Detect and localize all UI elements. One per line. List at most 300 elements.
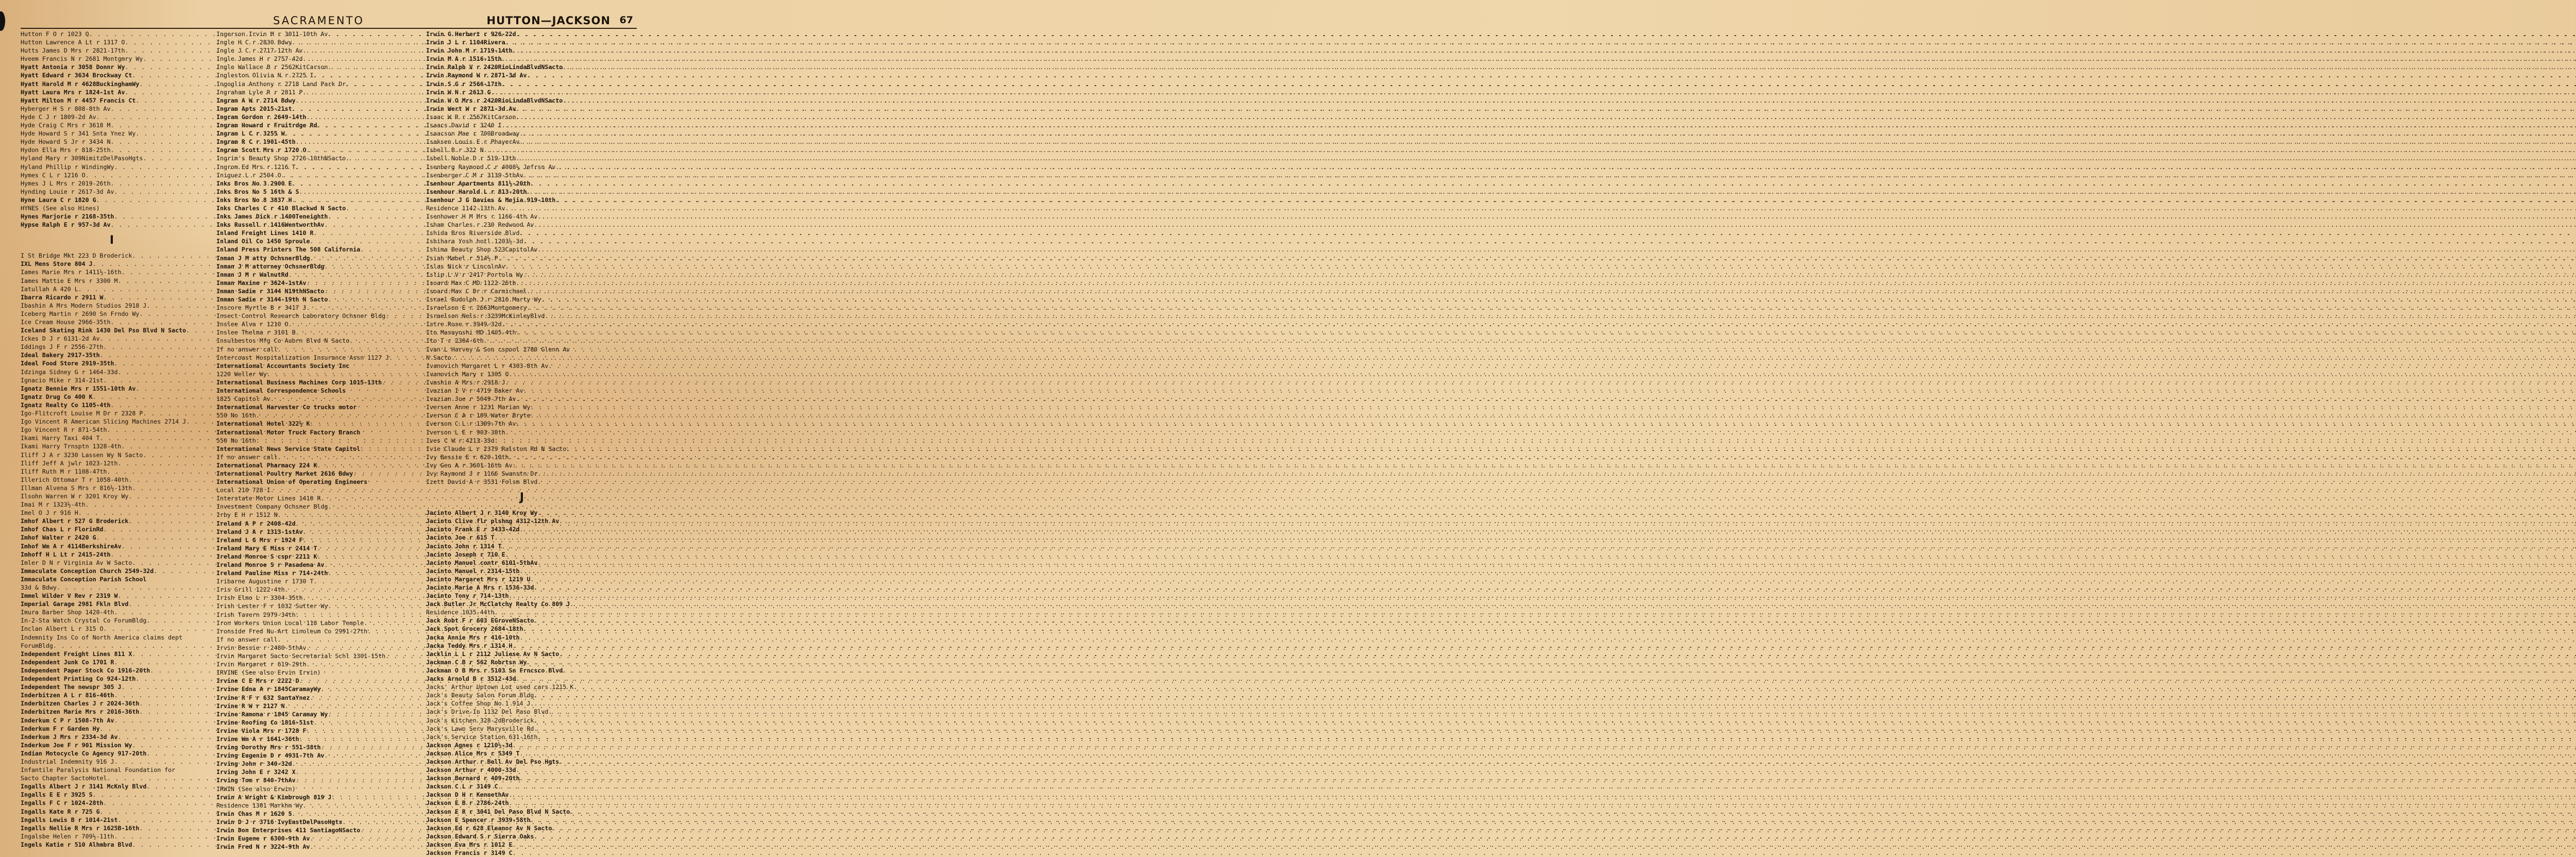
listing-entry: [21, 509, 203, 517]
listing-entry: [216, 395, 408, 403]
listing-name: Irwin D J r 3716 IvyEastDelPasoHgts: [216, 818, 343, 826]
dot-leader: [566, 445, 2576, 453]
listing-name: Inman Sadie r 3144-19th N Sacto: [216, 296, 328, 303]
dot-leader: [537, 509, 2576, 517]
listing-name: Inslee Thelma r 3101 B: [216, 329, 296, 337]
listing-entry: [426, 675, 618, 683]
listing-name: 33d & Bdwy: [21, 584, 57, 591]
listing-entry: [216, 96, 408, 105]
listing-entry: [21, 550, 203, 559]
listing-name: Irving John E r 3242 X: [216, 768, 296, 776]
listing-entry: [216, 229, 408, 237]
listing-name: Irish Tavern 2979-34th: [216, 611, 296, 618]
dot-leader: [502, 80, 2576, 88]
listing-entry: [426, 138, 618, 146]
listing-name: Insect Control Research Laboratory Ochsner Bldg: [216, 312, 386, 320]
listing-group-i-end: [426, 30, 618, 486]
listing-name: Jackson C L r 3149 C: [426, 783, 498, 791]
listing-name: Inderkum C P r 1508-7th Av: [21, 716, 114, 724]
listing-name: Irwin G Herbert r 926-22d: [426, 30, 516, 38]
listing-entry: [216, 121, 408, 129]
dot-leader: [484, 146, 2576, 154]
listing-entry: [426, 88, 618, 96]
listing-entry: [216, 428, 408, 436]
listing-name: Irwin Ralph V r 2420RioLindaBlvdNSacto: [426, 63, 563, 71]
listing-name: Hveem Francis N r 2681 Montgmry Wy: [21, 55, 143, 63]
listing-entry: [426, 171, 618, 179]
listing-entry: [216, 129, 408, 138]
listing-entry: [216, 494, 408, 502]
name-range: HUTTON—JACKSON: [486, 14, 611, 27]
listing-name: Inland Oil Co 1450 Sproule: [216, 238, 310, 245]
dot-leader: [502, 542, 2576, 550]
listing-entry: [426, 163, 618, 171]
listing-entry: [21, 179, 203, 188]
listing-entry: [426, 625, 618, 633]
listing-name: Izett David A r 3531 Folsm Blvd: [426, 478, 538, 486]
listing-entry: [21, 285, 203, 293]
listing-name: Iatullah A 420 L: [21, 285, 78, 293]
dot-leader: [537, 212, 2576, 221]
dot-leader: [451, 354, 2576, 362]
listing-name: International Poultry Market 2616 Bdwy: [216, 469, 353, 477]
dot-leader: [573, 683, 2576, 691]
listing-entry: [216, 171, 408, 179]
listing-name: Imhof Wm A r 4114BerkshireAv: [21, 542, 122, 550]
listing-entry: [216, 718, 408, 727]
listing-entry: [426, 642, 618, 650]
listing-entry: [216, 179, 408, 188]
listing-name: Irby E H r 1512 N: [216, 511, 278, 519]
listing-entry: [216, 528, 408, 536]
listing-name: Isaac W R r 2567KitCarson: [426, 113, 516, 121]
listing-entry: [426, 658, 618, 666]
listing-entry: [216, 419, 408, 428]
listing-name: Imel O J r 916 H: [21, 509, 78, 517]
listing-name: Hynes Marjorie r 2168-35th: [21, 213, 114, 221]
listing-entry: [426, 633, 618, 642]
listing-name: Jacinto Frank E r 3433-42d: [426, 526, 520, 533]
listing-name: Illerich Ottomar T r 1058-40th: [21, 476, 129, 483]
dot-leader: [516, 105, 2576, 113]
listing-entry: [216, 602, 408, 610]
listing-name: Ireland Monroe S r Pasadena Av: [216, 561, 325, 568]
dot-leader: [530, 575, 2576, 583]
listing-name: Irwin M A r 1516-15th: [426, 55, 502, 63]
listing-entry: [426, 550, 618, 559]
listing-entry: [216, 312, 408, 320]
listing-entry: [21, 758, 203, 766]
listing-name: Igo Vincent R r 871-54th: [21, 426, 107, 434]
listing-name: Isoard Max C MD 1122-26th: [426, 279, 516, 287]
listing-name: Imler D N r Virginia Av W Sacto: [21, 559, 132, 566]
listing-name: 550 No 16th: [216, 412, 256, 419]
page-header: [21, 14, 636, 28]
listing-entry: [216, 577, 408, 585]
listing-entry: [426, 533, 618, 542]
listing-entry: [21, 600, 203, 608]
dot-leader: [534, 716, 2576, 725]
listing-entry: [426, 38, 618, 46]
dot-leader: [495, 436, 2576, 445]
listing-entry: [426, 221, 618, 229]
listing-entry: [426, 271, 618, 279]
listing-name: HYNES (See also Hines): [21, 204, 100, 212]
dot-leader: [523, 271, 2576, 279]
listing-name: Inderkum Joe F r 901 Mission Wy: [21, 741, 132, 749]
listing-name: Hyde Howard S Jr r 3434 N: [21, 138, 111, 146]
listing-entry: [216, 63, 408, 71]
dot-leader: [502, 55, 2576, 63]
listing-name: Ingram Apts 2015-21st: [216, 105, 292, 112]
listing-entry: [21, 71, 203, 79]
listing-name: Irvine C E Mrs r 2222 D: [216, 677, 299, 685]
listing-name: Iribarne Augustine r 1730 T: [216, 578, 314, 585]
dot-leader: [513, 46, 2576, 55]
listing-name: Inclan Albert L r 315 O: [21, 625, 104, 633]
dot-leader: [534, 616, 2576, 625]
listing-name: Ishihara Yosh hotl 1203½-3d: [426, 238, 523, 245]
listing-entry: [216, 702, 408, 710]
dot-leader: [516, 395, 2576, 403]
listing-entry: [216, 55, 408, 63]
listing-name: Indemnity Ins Co of North America claims dept: [21, 633, 183, 641]
listing-name: IRWIN (See also Erwin): [216, 785, 296, 793]
listing-name: Inks Russell r 1416WentworthAv: [216, 221, 325, 229]
listing-entry: [426, 725, 618, 733]
listing-entry: [216, 163, 408, 171]
listing-entry: [426, 229, 618, 237]
listing-entry: [426, 71, 618, 79]
listing-entry: [216, 810, 408, 818]
dot-leader: [519, 138, 2576, 146]
dot-leader: [548, 708, 2576, 716]
listing-entry: [216, 221, 408, 229]
listing-entry: [426, 799, 618, 807]
dot-leader: [505, 378, 2576, 387]
listing-entry: [21, 105, 203, 113]
listing-entry: [21, 442, 203, 450]
listing-name: Jack Butler Jr McClatchy Realty Co 809 J: [426, 600, 570, 608]
listing-entry: [21, 542, 203, 550]
listing-name: N Sacto: [426, 354, 451, 361]
listing-name: Ingalsbe Helen r 709½-11th: [21, 832, 114, 840]
dot-leader: [552, 824, 2576, 832]
city-title: SACRAMENTO: [273, 14, 364, 27]
listing-name: Ingalls Nellie R Mrs r 1625B-16th: [21, 824, 140, 832]
listing-entry: [21, 80, 203, 88]
dot-leader: [516, 30, 2576, 38]
listing-entry: [216, 138, 408, 146]
dot-leader: [534, 832, 2576, 841]
dot-leader: [498, 782, 2576, 791]
listing-name: Ilsohn Warren W r 3201 Kroy Wy: [21, 492, 129, 500]
listing-name: Jackson E Spencer r 3939-58th: [426, 816, 531, 824]
listing-entry: [21, 146, 203, 154]
listing-entry: [426, 254, 618, 262]
listing-name: Hyde C J r 1809-2d Av: [21, 113, 96, 121]
listing-entry: [216, 619, 408, 627]
listing-entry: [426, 575, 618, 583]
listing-name: ForumBldg: [21, 642, 53, 649]
listing-entry: [216, 436, 408, 445]
listing-name: Hyatt Milton M r 4457 Francis Ct: [21, 96, 136, 104]
listing-name: Isenhour Harold L r 813-20th: [426, 188, 527, 195]
listing-name: Ingrom Ed Mrs r 1216 T: [216, 163, 296, 171]
dot-leader: [505, 262, 2576, 271]
listing-entry: [21, 683, 203, 691]
listing-name: Ibarra Ricardo r 2911 W: [21, 293, 104, 301]
listing-entry: [216, 370, 408, 378]
dot-leader: [534, 583, 2576, 592]
listing-entry: [216, 403, 408, 411]
listing-name: Ingalls Albert J r 3141 McKnly Blvd: [21, 783, 147, 791]
listing-name: Inman J M r WalnutRd: [216, 271, 289, 278]
listing-entry: [426, 832, 618, 841]
listing-name: Iris Grill 1222-4th: [216, 586, 285, 594]
listing-name: Hyland Mary r 309NimitzDelPasoHgts: [21, 155, 143, 162]
listing-entry: [426, 154, 618, 162]
listing-name: Iverson C L r 1309-7th Av: [426, 420, 516, 428]
listing-entry: [426, 559, 618, 567]
listing-entry: [21, 63, 203, 71]
listing-entry: [426, 80, 618, 88]
listing-name: Hymes C L r 1216 O: [21, 171, 86, 179]
listing-name: Imhoff H L Lt r 2415-24th: [21, 550, 111, 558]
listing-name: Iverson L E r 903-38th: [426, 428, 505, 436]
dot-leader: [519, 774, 2576, 782]
listing-name: Irvine R F r 632 SantaYnez: [216, 694, 310, 701]
listing-entry: [21, 401, 203, 409]
listing-entry: [426, 403, 618, 411]
listing-entry: [426, 96, 618, 105]
dot-leader: [278, 345, 2576, 354]
listing-name: Ivazian Joe r 5049-7th Av: [426, 395, 516, 403]
listing-entry: [21, 824, 203, 832]
listing-name: Hutton Lawrence A Lt r 1317 O: [21, 39, 125, 46]
dot-leader: [513, 461, 2576, 469]
listing-name: Jackson Arthur r 4000-33d: [426, 766, 516, 774]
dot-leader: [513, 841, 2576, 849]
listing-entry: [216, 751, 408, 760]
listing-entry: [21, 675, 203, 683]
listing-name: Ingoglia Anthony r 2718 Land Park Dr: [216, 80, 346, 88]
listing-name: Ireland A P r 2408-42d: [216, 519, 296, 527]
listing-entry: [216, 287, 408, 295]
listing-entry: [21, 359, 203, 367]
listing-name: Jackson Agnes r 1210½-3d: [426, 741, 513, 749]
listing-name: Ice Cream House 2966-35th: [21, 318, 111, 326]
dot-leader: [491, 88, 2576, 96]
listing-name: Industrial Indemnity 916 J: [21, 758, 114, 765]
listing-entry: [21, 459, 203, 467]
listing-name: Hyatt Antonia r 3058 Donnr Wy: [21, 63, 125, 71]
listing-name: Irving John r 340-32d: [216, 760, 292, 768]
listing-entry: [426, 841, 618, 849]
listing-name: Irwin Wert W r 2871-3d Av: [426, 105, 516, 112]
listing-entry: [21, 121, 203, 129]
listing-name: Independent Printing Co 924-12th: [21, 675, 136, 683]
listing-entry: [21, 251, 203, 260]
listing-entry: [216, 627, 408, 635]
listing-entry: [216, 569, 408, 577]
listing-name: Imai M r 1323½-4th: [21, 501, 86, 509]
listing-name: Irwin John M r 1719-14th: [426, 47, 513, 55]
dot-leader: [513, 741, 2576, 749]
listing-name: Ignacio Mike r 314-21st: [21, 376, 104, 384]
listing-name: Israelson Nels r 3239McKinleyBlvd: [426, 312, 545, 320]
listing-entry: [21, 567, 203, 575]
listing-name: Irwin Don Enterprises 411 SantiagoNSacto: [216, 827, 361, 834]
listing-name: Jackson E B r 2786-24th: [426, 799, 509, 807]
listing-entry: [426, 699, 618, 708]
listing-name: Irvine Edna A r 1845CaramayWy: [216, 685, 321, 693]
listing-entry: [426, 395, 618, 403]
listing-entry: [426, 708, 618, 716]
listing-name: Imhof Albert r 527 G Broderick: [21, 517, 129, 525]
listing-name: International Harvester Co trucks motor: [216, 404, 357, 411]
listing-entry: [216, 461, 408, 469]
listing-entry: [426, 791, 618, 799]
listing-entry: [426, 63, 618, 71]
dot-leader: [516, 328, 2576, 337]
listing-entry: [21, 642, 203, 650]
listing-entry: [216, 478, 408, 486]
listing-name: 1220 Weller Wy: [216, 370, 267, 378]
listing-name: Inderbitzen Marie Mrs r 2016-36th: [21, 708, 140, 716]
dot-leader: [534, 691, 2576, 699]
listing-name: Inscore Myrtle B r 3417 J: [216, 304, 307, 312]
listing-entry: [216, 262, 408, 271]
listing-name: Isenhour J G Davies & Mejia 919-10th: [426, 196, 556, 204]
listing-entry: [426, 46, 618, 55]
listing-name: Irvine Viola Mrs r 1728 F: [216, 727, 307, 734]
listing-name: Inland Freight Lines 1410 R: [216, 229, 314, 237]
listing-name: Isbell B r 322 N: [426, 146, 484, 154]
listing-entry: [216, 785, 408, 793]
listing-name: Ignatz Drug Co 400 K: [21, 393, 93, 400]
listing-name: Residence 1035-44th: [426, 609, 495, 616]
listing-entry: [426, 592, 618, 600]
listing-name: If no answer call: [216, 453, 278, 461]
listing-name: Isiah Mabel r 514½ P: [426, 254, 498, 262]
listing-entry: [216, 544, 408, 552]
dot-leader: [519, 633, 2576, 642]
listing-entry: [426, 509, 618, 517]
listing-entry: [216, 304, 408, 312]
listing-name: Interstate Motor Lines 1410 R: [216, 495, 321, 502]
listing-entry: [216, 801, 408, 810]
listing-name: Insulbestos Mfg Co Aubrn Blvd N Sacto: [216, 337, 350, 345]
listing-entry: [216, 594, 408, 602]
listing-entry: [21, 138, 203, 146]
listing-entry: [426, 362, 618, 370]
listing-entry: [21, 691, 203, 699]
listing-entry: [21, 741, 203, 749]
listing-name: Israel Rudolph J r 2816 Marty Wy: [426, 296, 541, 303]
listing-name: Hyde Craig C Mrs r 3618 M: [21, 122, 111, 129]
listing-name: Inks James Dick r 1400Teneighth: [216, 213, 328, 221]
dot-leader: [516, 279, 2576, 287]
listing-name: Hynding Louie r 2617-3d Av: [21, 188, 114, 195]
listing-name: Irwin Eugene r 6300-9th Av: [216, 835, 310, 843]
listing-entry: [21, 517, 203, 525]
dot-leader: [570, 808, 2576, 816]
listing-entry: [216, 362, 408, 370]
dot-leader: [530, 816, 2576, 824]
listing-name: Inman J M atty OchsnerBldg: [216, 254, 310, 262]
listing-entry: [216, 561, 408, 569]
listing-entry: [426, 387, 618, 395]
listing-entry: [21, 188, 203, 196]
listing-entry: [426, 245, 618, 254]
listing-entry: [426, 461, 618, 469]
listing-name: Irwin W O Mrs r 2420RioLindaBlvdNSacto: [426, 96, 563, 104]
listing-name: Ingle H C r 2830 Bdwy: [216, 39, 292, 46]
listing-entry: [216, 320, 408, 328]
listing-name: Imperial Garage 2981 Fkln Blvd: [21, 600, 129, 608]
listing-entry: [426, 808, 618, 816]
listing-name: Ideal Food Store 2919-35th: [21, 360, 114, 367]
listing-entry: [21, 221, 203, 229]
listing-name: Iron Workers Union Local 118 Labor Temple: [216, 619, 364, 627]
dot-leader: [505, 204, 2576, 212]
listing-name: Independent The newspr 305 J: [21, 683, 122, 691]
listing-name: Ireland J A r 1313-1stAv: [216, 528, 303, 535]
binding-hole: [0, 11, 5, 31]
listing-name: Hyne Laura C r 1820 G: [21, 196, 96, 204]
listing-name: Irwin W N r 2613 G: [426, 88, 491, 96]
listing-name: Irvin Margaret r 619-29th: [216, 661, 307, 668]
listing-entry: [426, 419, 618, 428]
dot-leader: [530, 179, 2576, 188]
listing-name: Ireland Monroe S cspr 2211 K: [216, 552, 317, 560]
listing-name: Infantile Paralysis National Foundation for: [21, 766, 176, 774]
dot-leader: [519, 229, 2576, 237]
listing-name: Irwin S G r 2566-17th: [426, 80, 502, 88]
listing-entry: [426, 279, 618, 287]
listing-entry: [426, 237, 618, 245]
listing-entry: [426, 608, 618, 616]
dot-leader: [498, 254, 2576, 262]
listing-entry: [216, 146, 408, 154]
listing-name: Ingram Scott Mrs r 1720 O: [216, 146, 307, 154]
listing-name: Hutts James D Mrs r 2821-17th: [21, 47, 125, 55]
listing-entry: [21, 749, 203, 758]
dot-leader: [502, 121, 2576, 129]
listing-name: Irwin J L r 1104Rivera: [426, 39, 505, 46]
listing-name: Imhof Walter r 2420 G: [21, 534, 96, 542]
listing-name: Jack Spot Grocery 2684-18th: [426, 625, 523, 633]
listing-entry: [426, 816, 618, 824]
listing-entry: [216, 776, 408, 784]
listing-name: Irish Lester F r 1032 Sutter Wy: [216, 602, 328, 610]
listing-name: Hutton F O r 1023 Q: [21, 30, 89, 38]
listing-entry: [216, 88, 408, 96]
listing-name: Iniguez L r 2504 O: [216, 171, 281, 179]
listing-entry: [216, 511, 408, 519]
listing-entry: [21, 725, 203, 733]
listing-entry: [216, 768, 408, 776]
listing-name: Inderkum F r Garden Hy: [21, 725, 100, 732]
listing-name: IRVINE (See also Ervin Irvin): [216, 669, 321, 677]
listing-entry: [426, 121, 618, 129]
dot-leader: [505, 550, 2576, 559]
listing-name: Ishima Beauty Shop 523CapitolAv: [426, 246, 538, 254]
listing-name: Ingalls Kate R r 725 G: [21, 808, 100, 815]
listing-entry: [21, 808, 203, 816]
listing-name: Isenberg Raymond C r 4008½ Jefrsn Av: [426, 163, 556, 171]
